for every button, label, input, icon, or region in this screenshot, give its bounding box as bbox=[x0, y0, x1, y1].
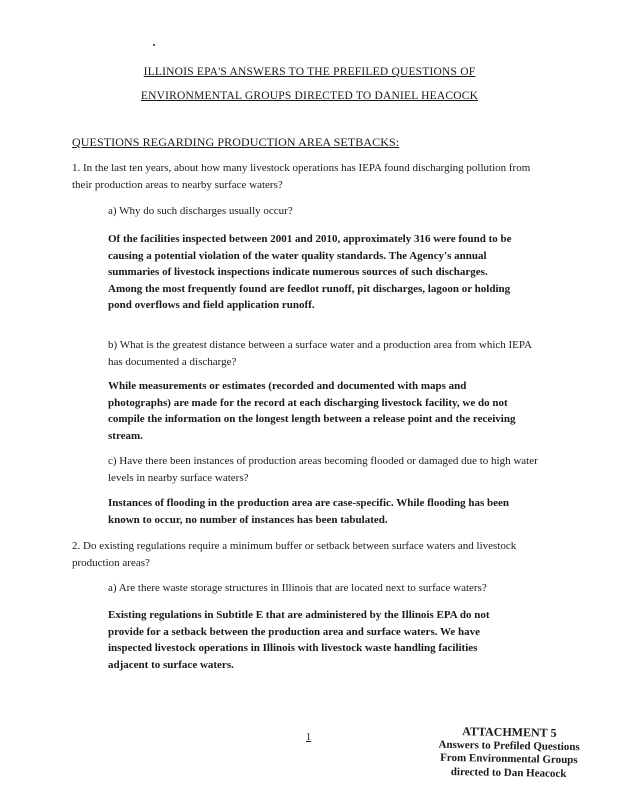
answer-1c: Instances of flooding in the production area are case-specific. While flooding has been known to occur, no number of instances has been tabulated. bbox=[108, 497, 510, 526]
attachment-line-2: From Environmental Groups bbox=[440, 751, 578, 767]
attachment-line-1: Answers to Prefiled Questions bbox=[438, 738, 580, 753]
question-2a: a) Are there waste storage structures in Illinois that are located next to surface waters? bbox=[108, 582, 487, 594]
title-line-1: ILLINOIS EPA'S ANSWERS TO THE PREFILED QUESTIONS OF bbox=[143, 66, 476, 78]
title-line-2: ENVIRONMENTAL GROUPS DIRECTED TO DANIEL HEACOCK bbox=[140, 90, 479, 102]
question-1c: c) Have there been instances of production areas becoming flooded or damaged due to high water levels in nearby surface waters? bbox=[108, 455, 538, 484]
question-2: 2. Do existing regulations require a minimum buffer or setback between surface waters and livestock production areas? bbox=[72, 540, 517, 569]
question-1a: a) Why do such discharges usually occur? bbox=[108, 205, 293, 217]
answer-1a: Of the facilities inspected between 2001 and 2010, approximately 316 were found to be causing a potential violation of the water quality standards. The Agency's annual summaries of livestock inspections indicate numerous sources of such discharges. Among the most frequently found are feedlot runoff, pit discharges, lagoon or holding pond overflows and field application runoff. bbox=[108, 233, 512, 311]
scan-speck bbox=[153, 44, 155, 46]
attachment-line-3: directed to Dan Heacock bbox=[450, 765, 567, 780]
answer-2a: Existing regulations in Subtitle E that are administered by the Illinois EPA do not provide for a setback between the production area and surface waters. We have inspected livestock operations in Illinois with livestock waste handling facilities adjacent to surface waters. bbox=[108, 609, 490, 671]
attachment-stamp bbox=[424, 725, 595, 782]
section-heading: QUESTIONS REGARDING PRODUCTION AREA SETBACKS: bbox=[72, 135, 400, 149]
question-1: 1. In the last ten years, about how many livestock operations has IEPA found discharging pollution from their production areas to nearby surface waters? bbox=[72, 162, 531, 191]
answer-1b: While measurements or estimates (recorded and documented with maps and photographs) are made for the record at each discharging livestock facility, we do not compile the information on the longest length between a release point and the receiving stream. bbox=[108, 380, 516, 442]
page-number: 1 bbox=[306, 732, 311, 743]
attachment-title: ATTACHMENT 5 bbox=[462, 724, 557, 740]
question-1b: b) What is the greatest distance between a surface water and a production area from which IEPA has documented a discharge? bbox=[108, 339, 532, 368]
